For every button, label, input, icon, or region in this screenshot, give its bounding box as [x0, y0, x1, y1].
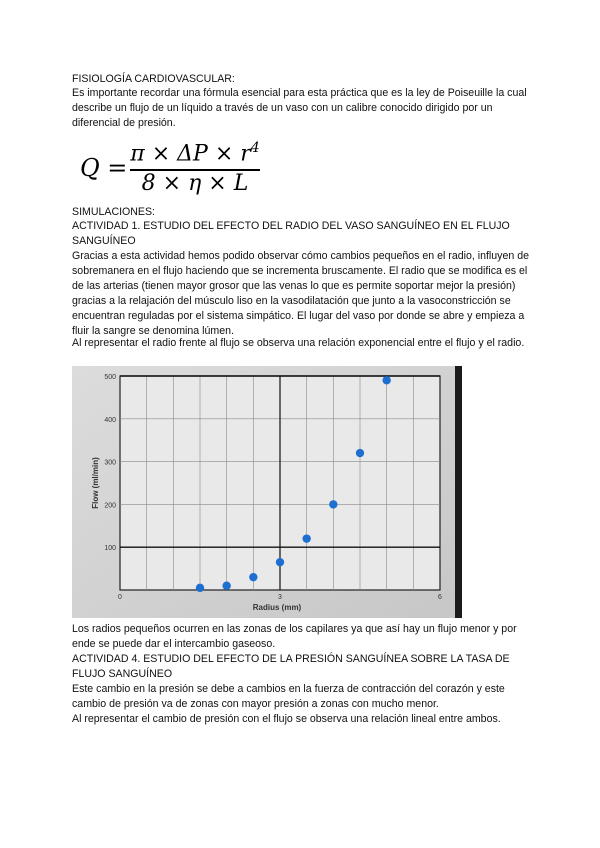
activity1-chart-paragraph: Al representar el radio frente al flujo se observa una relación exponencial entre el flujo y el radio.	[72, 337, 525, 349]
y-tick-label: 300	[104, 459, 116, 467]
data-point	[276, 558, 284, 566]
y-tick-label: 500	[104, 374, 116, 381]
data-point	[356, 449, 364, 457]
activity4-paragraph: Este cambio en la presión se debe a cambios en la fuerza de contracción del corazón y este cambio de presión va de zonas con mayor presión a zonas con mucho menor.	[72, 683, 505, 710]
intro-heading: FISIOLOGÍA CARDIOVASCULAR:	[72, 73, 235, 85]
intro-paragraph: Es importante recordar una fórmula esencial para esta práctica que es la ley de Poiseuille la cual describe un flujo de un líquido a través de un vaso con un calibre conocido dirigido por un diferencial de presión.	[72, 87, 527, 129]
data-point	[249, 573, 257, 581]
y-tick-label: 200	[104, 502, 116, 510]
activity1-heading: ACTIVIDAD 1. ESTUDIO DEL EFECTO DEL RADIO DEL VASO SANGUÍNEO EN EL FLUJO SANGUÍNEO	[72, 220, 510, 247]
formula-lhs: Q =	[80, 154, 128, 182]
x-tick-label: 0	[118, 594, 122, 601]
data-point	[302, 534, 310, 542]
formula-numerator: $\pi \times \Delta P \times r^4$	[130, 140, 260, 167]
data-point	[196, 584, 204, 592]
poiseuille-formula	[80, 140, 280, 196]
activity4-heading: ACTIVIDAD 4. ESTUDIO DEL EFECTO DE LA PRESIÓN SANGUÍNEA SOBRE LA TASA DE FLUJO SANGUÍNEO	[72, 653, 510, 680]
chart-plot	[91, 374, 442, 612]
activity4-chart-paragraph: Al representar el cambio de presión con el flujo se observa una relación lineal entre ambos.	[72, 713, 501, 725]
y-axis-label: Flow (ml/min)	[91, 457, 100, 509]
data-point	[382, 376, 390, 384]
x-tick-label: 3	[278, 594, 282, 601]
activity1-paragraph: Gracias a esta actividad hemos podido observar cómo cambios pequeños en el radio, influyen de sobremanera en el flujo haciendo que se incrementa bruscamente. El radio que se modifica es el de las arterias (tienen mayor grosor que las venas lo que es permite soportar mejor la presión) gracias a la relajación del músculo liso en la vasodilatación que junto a la vasoconstricción se encuentran reguladas por el sistema simpático. El lugar del vaso por donde se abre y empieza a fluir la sangre se denomina lúmen.	[72, 250, 529, 337]
x-axis-label: Radius (mm)	[252, 603, 302, 612]
simulations-heading: SIMULACIONES:	[72, 206, 156, 218]
y-tick-label: 100	[104, 545, 116, 553]
after-chart-paragraph: Los radios pequeños ocurren en las zonas de los capilares ya que así hay un flujo menor y por ende se puede dar el intercambio gaseoso.	[72, 623, 517, 650]
formula-denominator: 8 × η × L	[141, 171, 249, 196]
data-point	[222, 582, 230, 590]
y-tick-label: 400	[104, 416, 116, 424]
photo-edge	[455, 366, 462, 618]
radius-flow-chart-photo	[72, 366, 462, 618]
data-point	[329, 500, 337, 508]
x-tick-label: 6	[438, 594, 442, 601]
